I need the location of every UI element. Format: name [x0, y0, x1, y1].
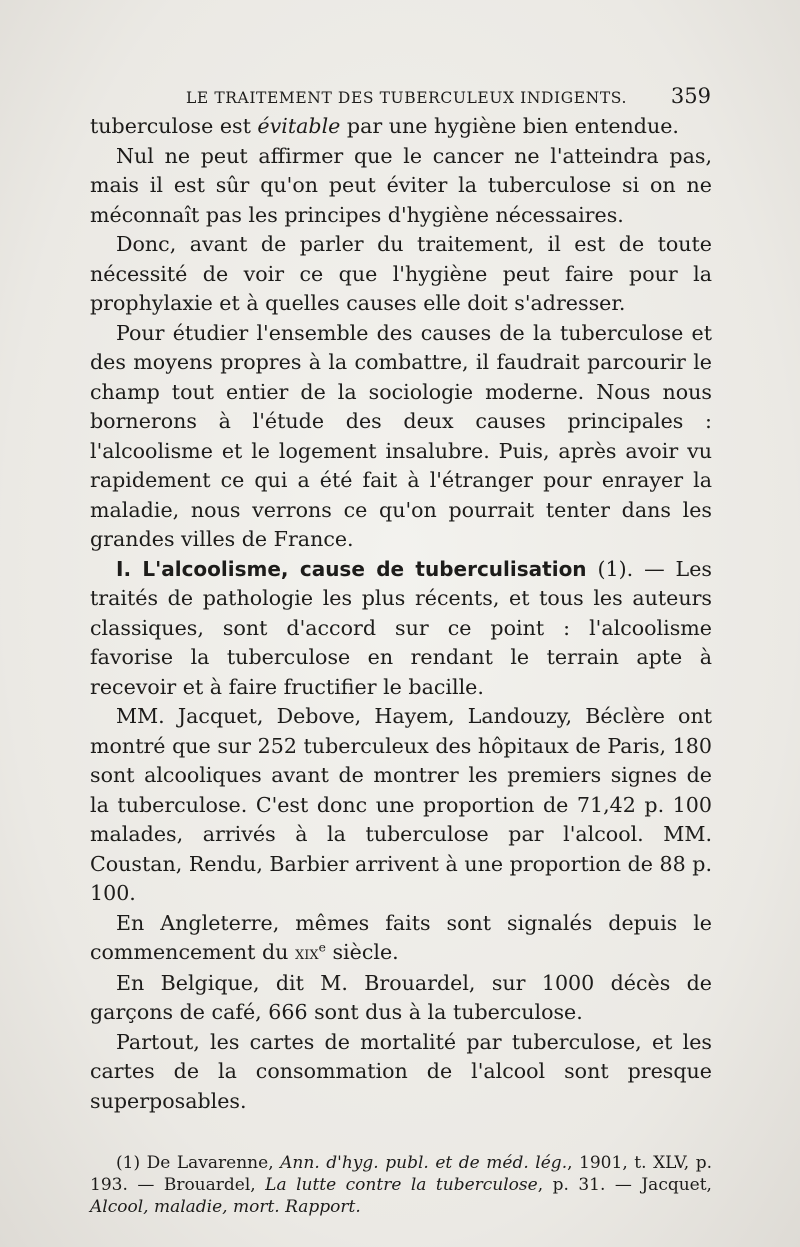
paragraph-1 — [90, 112, 712, 142]
page-header — [186, 84, 711, 114]
paragraph-9: Partout, les cartes de mortalité par tuberculose, et les cartes de la consommation de l'alcool sont presque superposables. — [90, 1029, 712, 1113]
text-run: En Angleterre, mêmes faits sont signalés depuis le commencement du — [90, 910, 712, 964]
paragraph-4: Pour étudier l'ensemble des causes de la tuberculose et des moyens propres à la combattre, il faudrait parcourir le champ tout entier de la sociologie moderne. Nous nous bornerons à l'étude des deux causes principales : l'alcoolisme et le logement insalubre. Puis, après avoir vu rapidement ce qui a été fait à l'étranger pour enrayer la maladie, nous verrons ce qu'on pourrait tenter dans les grandes villes de France. — [90, 320, 712, 551]
citation-title: Ann. d'hyg. publ. et de méd. lég. — [280, 1153, 568, 1173]
paragraph-8: En Belgique, dit M. Brouardel, sur 1000 décès de garçons de café, 666 sont dus à la tuberculose. — [90, 970, 712, 1024]
emphasis-evitable: évitable — [257, 114, 341, 138]
text-run: (1) De Lavarenne, — [116, 1153, 281, 1173]
text-run: , 1901, t. XLV, p. 193. — Brouardel, — [90, 1153, 712, 1195]
page-number: 359 — [670, 84, 711, 108]
running-title: LE TRAITEMENT DES TUBERCULEUX INDIGENTS. — [186, 89, 627, 107]
paragraph-6: MM. Jacquet, Debove, Hayem, Landouzy, Béclère ont montré que sur 252 tuberculeux des hôpitaux de Paris, 180 sont alcooliques avant de montrer les premiers signes de la tuberculose. C'est donc une proportion de 71,42 p. 100 malades, arrivés à la tuberculose par l'alcool. MM. Coustan, Rendu, Barbier arrivent à une proportion de 88 p. 100. — [90, 704, 712, 905]
footnote-1 — [90, 1152, 712, 1218]
century-numeral: xix — [294, 943, 319, 964]
text-run: — Les traités de pathologie les plus récents, et tous les auteurs classiques, sont d'accord sur ce point : l'alcoolisme favorise la tuberculose en rendant le terrain apte à recevoir et à faire fructifier le bacille. — [90, 556, 712, 699]
paragraph-5 — [90, 555, 712, 703]
superscript: e — [318, 940, 326, 955]
citation-title: Alcool, maladie, mort. Rapport. — [90, 1197, 361, 1217]
text-run: , p. 31. — Jacquet, — [537, 1175, 712, 1195]
section-heading: I. L'alcoolisme, cause de tuberculisation — [116, 556, 587, 581]
text-run: siècle. — [325, 940, 399, 964]
text-run: tuberculose est — [90, 114, 258, 138]
citation-title: La lutte contre la tuberculose — [265, 1175, 538, 1195]
text-run: par une hygiène bien entendue. — [340, 114, 679, 138]
footnote — [90, 1152, 712, 1218]
paragraph-7 — [90, 909, 712, 969]
body-text — [90, 112, 712, 1116]
footnote-reference: (1). — [586, 556, 634, 581]
paragraph-3: Donc, avant de parler du traitement, il est de toute nécessité de voir ce que l'hygiène peut faire pour la prophylaxie et à quelles causes elle doit s'adresser. — [90, 232, 712, 315]
paragraph-2: Nul ne peut affirmer que le cancer ne l'atteindra pas, mais il est sûr qu'on peut éviter la tuberculose si on ne méconnaît pas les principes d'hygiène nécessaires. — [90, 143, 712, 227]
